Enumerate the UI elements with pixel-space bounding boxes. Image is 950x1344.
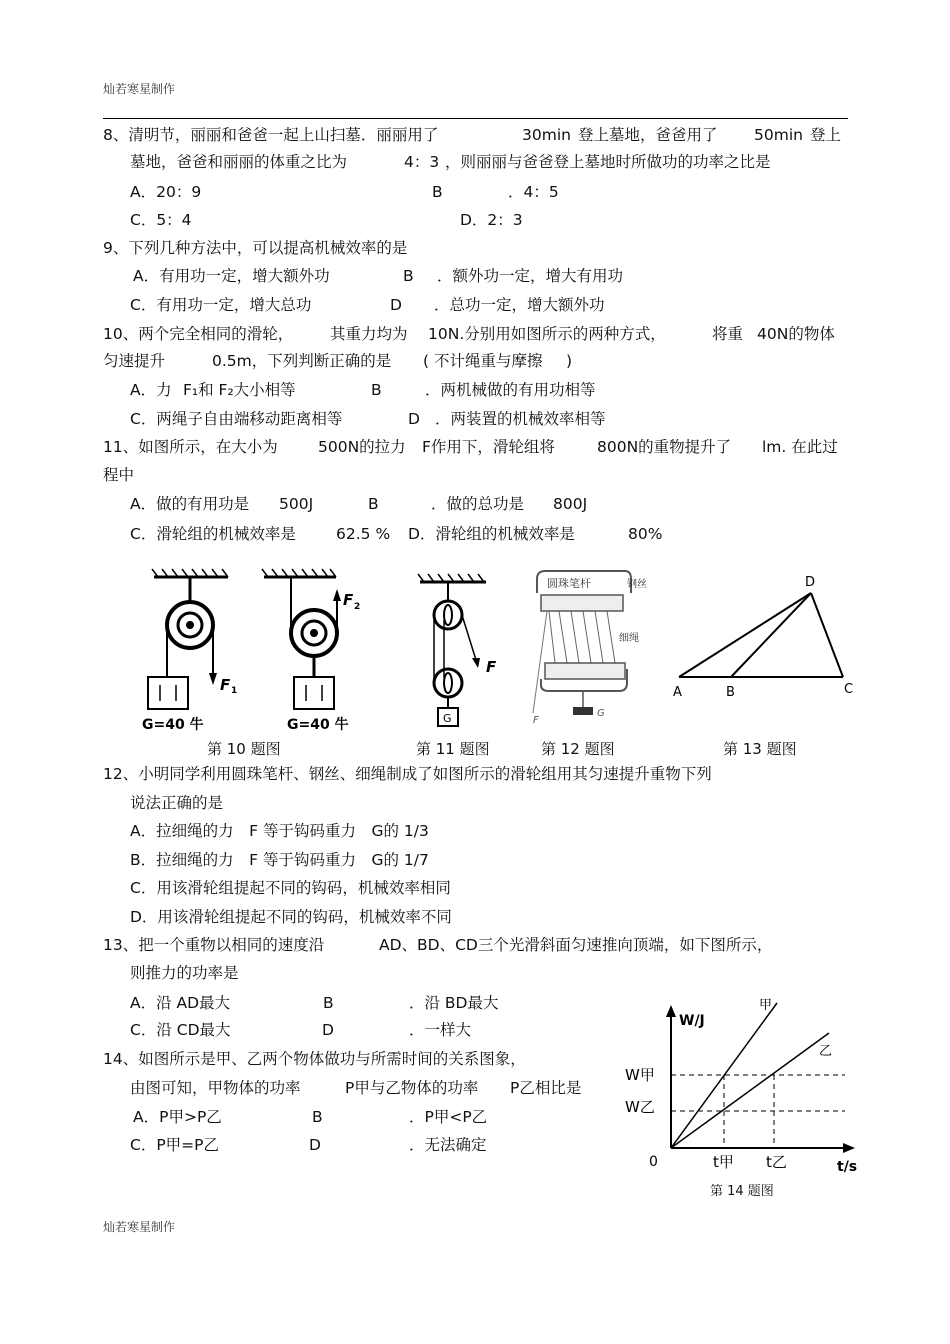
q12-option-a: A．拉细绳的力 F 等于钩码重力 G的 1/3: [130, 822, 429, 840]
graph-line-jia-label: 甲: [759, 998, 773, 1013]
q10-line2b: 0.5m，下列判断正确的是: [212, 352, 392, 370]
q9-option-d: ．总功一定，增大额外功: [434, 296, 605, 314]
q13-option-d-label: D: [322, 1021, 334, 1039]
weight-label-right: G=40 牛: [287, 717, 349, 733]
q8-option-d: D．2：3: [460, 211, 523, 229]
q8-line1b: 登上墓地，爸爸用了: [578, 126, 718, 144]
q14-line2a: 由图可知，甲物体的功率: [130, 1079, 301, 1097]
f11-label: F: [486, 658, 497, 676]
q9-option-c: C．有用功一定，增大总功: [130, 296, 312, 314]
q8-option-b: ．4：5: [508, 183, 559, 201]
q11-option-a: A．做的有用功是: [130, 495, 250, 513]
q11-line1d: 800N的重物提升了: [597, 438, 732, 456]
q11-option-d-value: 80%: [628, 525, 663, 543]
q10-line1c: 10N.分别用如图所示的两种方式，: [428, 325, 666, 343]
q12-option-b: B．拉细绳的力 F 等于钩码重力 G的 1/7: [130, 851, 429, 869]
figure-14-work-time-graph: [615, 995, 865, 1175]
page-header: 灿若寒星制作: [103, 82, 176, 96]
q14-option-d: ．无法确定: [409, 1136, 487, 1154]
q8-line2: 墓地，爸爸和丽丽的体重之比为: [130, 153, 348, 171]
graph-w-yi-label: W乙: [625, 1098, 655, 1116]
q13-line2: 则推力的功率是: [130, 964, 239, 982]
figure-13-slopes: [665, 570, 865, 705]
q9-option-b: ．额外功一定，增大有用功: [437, 267, 624, 285]
q10-line2d: ): [566, 352, 573, 370]
q13-line1a: 13、把一个重物以相同的速度沿: [103, 936, 325, 954]
q10-option-c: C．两绳子自由端移动距离相等: [130, 410, 343, 428]
q12-line2: 说法正确的是: [130, 794, 224, 812]
q8-option-b-label: B: [432, 183, 443, 201]
q13-option-a: A．沿 AD最大: [130, 994, 231, 1012]
weight-label-left: G=40 牛: [142, 717, 204, 733]
fig12-rope-label: 细绳: [619, 633, 639, 644]
point-b-label: B: [726, 685, 735, 700]
q9-option-b-label: B: [403, 267, 414, 285]
fig12-g-label: G: [597, 708, 605, 719]
figure-14-caption: 第 14 题图: [710, 1184, 774, 1199]
q10-option-b-label: B: [371, 381, 382, 399]
page-footer: 灿若寒星制作: [103, 1220, 176, 1234]
q9-stem: 9、下列几种方法中，可以提高机械效率的是: [103, 239, 408, 257]
graph-w-jia-label: W甲: [625, 1066, 655, 1084]
q11-option-d: D．滑轮组的机械效率是: [408, 525, 575, 543]
q13-option-d: ．一样大: [409, 1021, 472, 1039]
figure-12-caption: 第 12 题图: [541, 740, 615, 758]
q11-option-b: ．做的总功是: [431, 495, 525, 513]
q14-line2b: P甲与乙物体的功率: [345, 1079, 479, 1097]
q10-line1d: 将重: [712, 325, 744, 343]
graph-ylabel: W/J: [679, 1013, 705, 1029]
graph-t-yi-label: t乙: [766, 1153, 787, 1171]
q11-option-a-value: 500J: [279, 495, 314, 513]
q11-line1e: lm. 在此过: [762, 438, 838, 456]
q9-option-d-label: D: [390, 296, 402, 314]
q10-option-a: A．力: [130, 381, 172, 399]
q8-line1c: 登上: [810, 126, 842, 144]
q8-time2: 50min: [754, 126, 803, 144]
q14-option-b: ．P甲<P乙: [409, 1108, 488, 1126]
q13-line1b: AD、BD、CD三个光滑斜面匀速推向顶端，如下图所示，: [379, 936, 773, 954]
graph-line-yi-label: 乙: [819, 1044, 833, 1059]
f1-label: F: [220, 676, 231, 694]
q12-option-d: D．用该滑轮组提起不同的钩码，机械效率不同: [130, 908, 452, 926]
fig12-f-label: F: [533, 715, 539, 726]
q14-option-d-label: D: [309, 1136, 321, 1154]
q10-line2a: 匀速提升: [103, 352, 166, 370]
q11-line1b: 500N的拉力: [318, 438, 406, 456]
q8-time1: 30min: [522, 126, 571, 144]
q11-line1a: 11、如图所示，在大小为: [103, 438, 278, 456]
q12-line1: 12、小明同学利用圆珠笔杆、钢丝、细绳制成了如图所示的滑轮组用其匀速提升重物下列: [103, 765, 712, 783]
q11-line2: 程中: [103, 466, 135, 484]
q14-option-a: A．P甲>P乙: [133, 1108, 222, 1126]
figure-11-caption: 第 11 题图: [416, 740, 490, 758]
q13-option-b-label: B: [323, 994, 334, 1012]
figure-13-caption: 第 13 题图: [723, 740, 797, 758]
q14-line2c: P乙相比是: [510, 1079, 582, 1097]
q10-option-b: ．两机械做的有用功相等: [425, 381, 596, 399]
point-d-label: D: [805, 575, 816, 590]
q11-option-c: C．滑轮组的机械效率是: [130, 525, 296, 543]
q8-option-a: A．20：9: [130, 183, 202, 201]
q11-line1c: F作用下，滑轮组将: [422, 438, 555, 456]
graph-t-jia-label: t甲: [713, 1153, 734, 1171]
q11-option-b-label: B: [368, 495, 379, 513]
q10-line2c: ( 不计绳重与摩擦: [423, 352, 543, 370]
fig12-pen-label: 圆珠笔杆: [547, 577, 591, 590]
figure-10-pulleys: [140, 565, 370, 735]
f2-subscript: 2: [354, 602, 361, 612]
figure-11-pulley-block: [410, 570, 510, 730]
q12-option-c: C．用该滑轮组提起不同的钩码，机械效率相同: [130, 879, 451, 897]
q8-line2b: ，则丽丽与爸爸登上墓地时所做功的功率之比是: [445, 153, 771, 171]
figure-12-pen-pulley: [515, 565, 665, 730]
q11-option-b-value: 800J: [553, 495, 588, 513]
q8-option-c: C．5：4: [130, 211, 192, 229]
q14-line1: 14、如图所示是甲、乙两个物体做功与所需时间的关系图象，: [103, 1050, 526, 1068]
q14-option-b-label: B: [312, 1108, 323, 1126]
q10-line1a: 10、两个完全相同的滑轮，: [103, 325, 294, 343]
q11-option-c-value: 62.5 %: [336, 525, 391, 543]
q14-option-c: C．P甲=P乙: [130, 1136, 220, 1154]
q9-option-a: A．有用功一定，增大额外功: [133, 267, 330, 285]
point-c-label: C: [844, 682, 854, 697]
header-rule: [103, 118, 848, 119]
point-a-label: A: [673, 685, 682, 700]
q10-option-d: ．两装置的机械效率相等: [435, 410, 606, 428]
q10-line1e: 40N的物体: [757, 325, 835, 343]
graph-xlabel: t/s: [837, 1159, 858, 1175]
q10-option-d-label: D: [408, 410, 420, 428]
q13-option-b: ．沿 BD最大: [409, 994, 499, 1012]
graph-origin: 0: [649, 1154, 658, 1170]
fig12-steel-label: 钢丝: [627, 579, 647, 590]
q8-ratio: 4：3: [404, 153, 440, 171]
g11-label: G: [443, 712, 452, 725]
f1-subscript: 1: [231, 686, 238, 696]
figure-10-caption: 第 10 题图: [207, 740, 281, 758]
q10-option-a-text: F₁和 F₂大小相等: [183, 381, 296, 399]
q13-option-c: C．沿 CD最大: [130, 1021, 231, 1039]
q8-line1: 8、清明节，丽丽和爸爸一起上山扫墓．丽丽用了: [103, 126, 439, 144]
q10-line1b: 其重力均为: [330, 325, 408, 343]
f2-label: F: [343, 591, 354, 609]
